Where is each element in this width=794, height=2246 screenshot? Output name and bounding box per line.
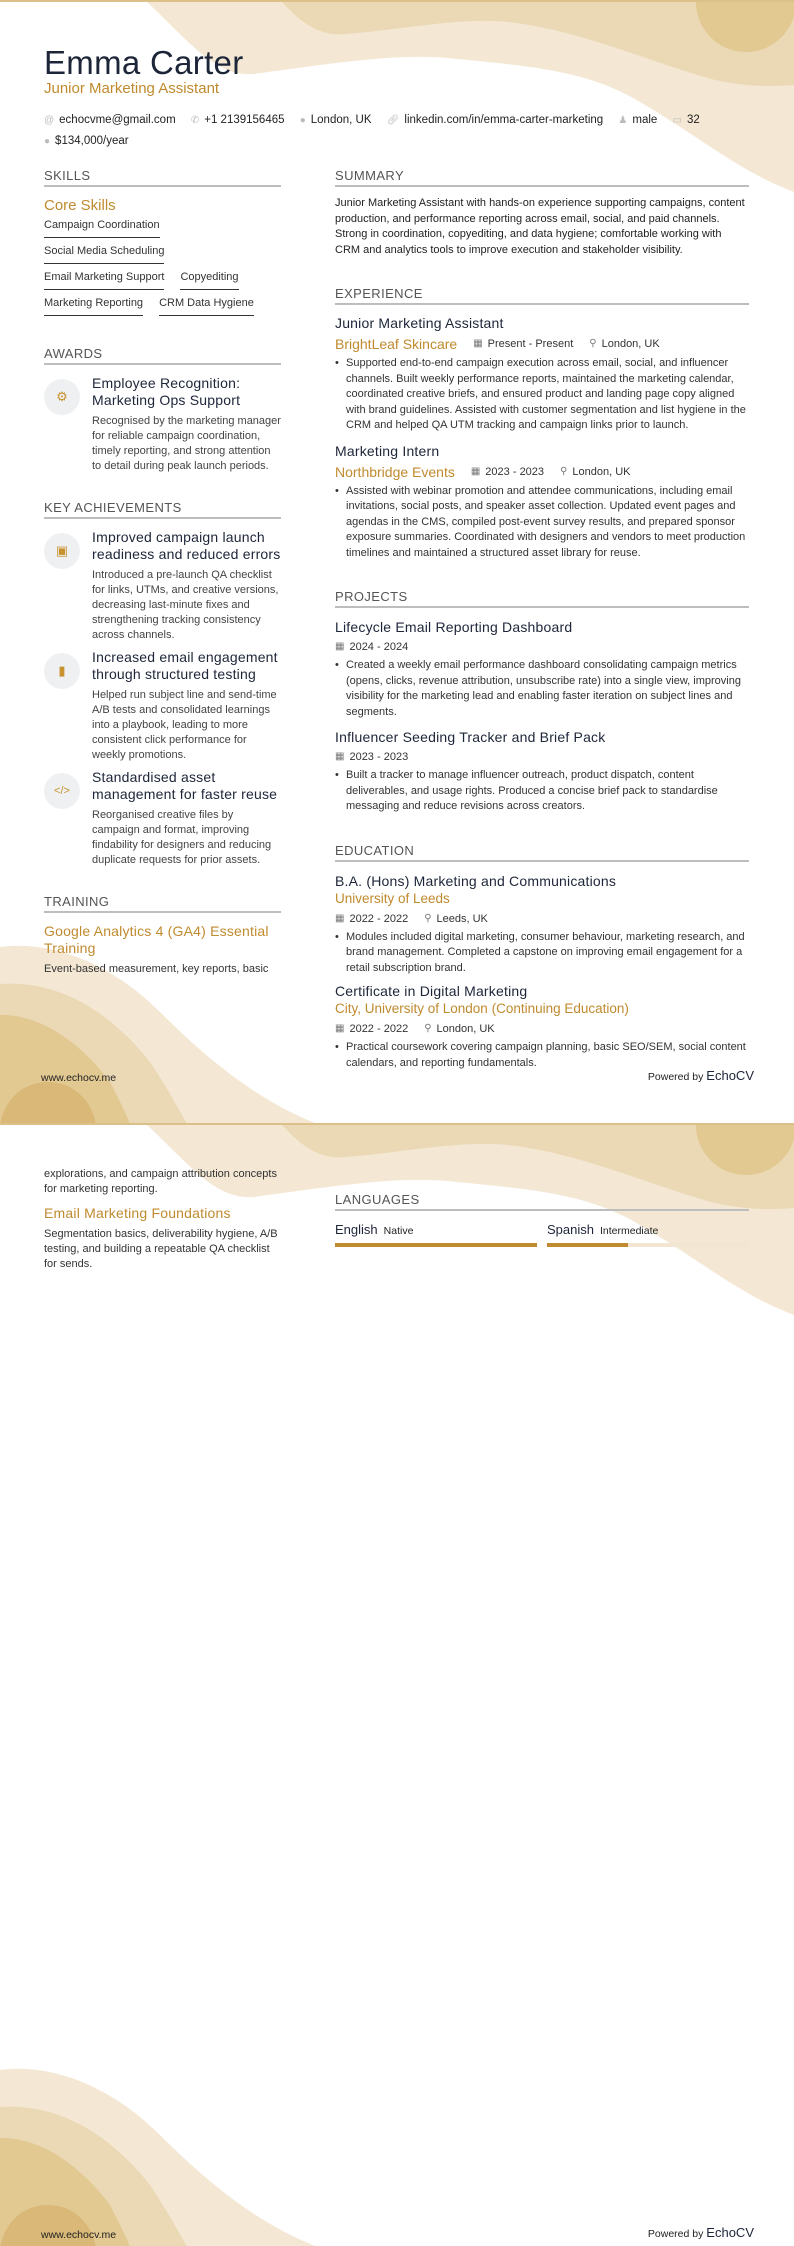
contact-location: ● London, UK bbox=[300, 110, 372, 131]
chip-icon: ▣ bbox=[44, 533, 80, 569]
job-title: Marketing Intern bbox=[335, 442, 440, 459]
education-bullet: Modules included digital marketing, consumer behaviour, marketing research, and brand management. Completed a capstone on improving email engagement for a retail subscription brand. bbox=[346, 930, 745, 974]
training-description: Segmentation basics, deliverability hygiene, A/B testing, and building a repeatable QA checklist for sends. bbox=[44, 1228, 278, 1270]
training-title: Email Marketing Foundations bbox=[44, 1205, 231, 1221]
brand-logo: EchoCV bbox=[706, 1068, 754, 1083]
contact-phone[interactable]: ✆ +1 2139156465 bbox=[191, 110, 285, 131]
job-bullet: Assisted with webinar promotion and attendee communications, including email invitations, social posts, and speaker asset collection. Updated event pages and agendas in the CMS, compiled post-event survey results, and prepared sponsor exposure summaries. Coordinated with designers and vendors to meet production timelines and maintained a structured asset library for reuse. bbox=[346, 484, 746, 559]
skill-tag: Email Marketing Support bbox=[44, 268, 164, 290]
training-description: explorations, and campaign attribution concepts for marketing reporting. bbox=[44, 1168, 277, 1195]
footer-powered-by: Powered by EchoCV bbox=[647, 1068, 754, 1083]
school-name: University of Leeds bbox=[335, 890, 450, 906]
skill-tag: Marketing Reporting bbox=[44, 294, 143, 316]
section-heading: AWARDS bbox=[44, 346, 281, 365]
school-name: City, University of London (Continuing Education) bbox=[335, 1001, 629, 1016]
location-icon: ⚲ bbox=[560, 465, 568, 477]
dollar-icon: ● bbox=[44, 136, 51, 147]
experience-section bbox=[335, 286, 749, 561]
section-heading: SKILLS bbox=[44, 168, 281, 187]
award-description: Recognised by the marketing manager for reliable campaign coordination, timely reporting, and strong attention to detail during peak launch periods. bbox=[92, 415, 281, 472]
award-title: Employee Recognition: Marketing Ops Support bbox=[92, 375, 241, 408]
achievement-title: Standardised asset management for faster reuse bbox=[92, 769, 278, 802]
language-item bbox=[547, 1221, 749, 1247]
contact-salary: ● $134,000/year bbox=[44, 131, 129, 152]
contact-linkedin[interactable]: 🔗︎ linkedin.com/in/emma-carter-marketing bbox=[387, 110, 603, 131]
contact-age: ▭ 32 bbox=[673, 110, 700, 131]
location-icon: ⚲ bbox=[589, 338, 597, 349]
job-bullet: Supported end-to-end campaign execution across email, social, and influencer channels. Built weekly performance reports, maintained the marketing calendar, coordinated creative briefs, and ensured product and landing page copy aligned with brand guidelines. Assisted with customer segmentation and list hygiene in the CRM and helped QA UTM tracking and campaign links prior to launch. bbox=[346, 357, 746, 431]
candidate-name: Emma Carter bbox=[44, 44, 244, 81]
email-icon: @ bbox=[44, 115, 55, 126]
project-bullet: Built a tracker to manage influencer outreach, product dispatch, content deliverables, and usage rights. Produced a concise brief pack to standardise messaging and reduce revisions across creators. bbox=[346, 769, 718, 812]
footer-website[interactable]: www.echocv.me bbox=[41, 1072, 117, 1084]
achievements-section bbox=[44, 500, 281, 868]
code-icon: </> bbox=[44, 773, 80, 809]
achievement-item bbox=[44, 649, 281, 763]
decorative-waves bbox=[0, 1125, 794, 2246]
project-bullet: Created a weekly email performance dashboard consolidating campaign metrics (opens, clicks, revenue attribution, unsubscribe rate) into a single view, improving visibility for the marketing lead and enabling faster iteration on subject lines and segments. bbox=[346, 659, 741, 718]
section-heading: LANGUAGES bbox=[335, 1192, 749, 1211]
project-item: Lifecycle Email Reporting Dashboard ▦ 2024 - 2024 • Created a weekly email performance dashboard consolidating campaign metrics (opens, clicks, revenue attribution, unsubscribe rate) into a single view, improving visibility for the marketing lead and enabling faster iteration on subject lines and segments. bbox=[335, 618, 749, 720]
candidate-title: Junior Marketing Assistant bbox=[44, 80, 220, 97]
degree: Certificate in Digital Marketing bbox=[335, 983, 528, 999]
calendar-icon: ▦ bbox=[335, 641, 345, 652]
degree: B.A. (Hons) Marketing and Communications bbox=[335, 872, 617, 889]
company-name: Northbridge Events bbox=[335, 463, 455, 480]
languages-section bbox=[335, 1192, 749, 1247]
achievement-description: Introduced a pre-launch QA checklist for links, UTMs, and creative versions, decreasing last-minute fixes and strengthening tracking consistency across channels. bbox=[92, 569, 279, 641]
proficiency-bar bbox=[335, 1243, 537, 1247]
contact-gender: ♟ male bbox=[618, 110, 657, 131]
language-name: Spanish bbox=[547, 1222, 594, 1237]
job-title: Junior Marketing Assistant bbox=[335, 315, 504, 331]
project-item: Influencer Seeding Tracker and Brief Pack ▦ 2023 - 2023 • Built a tracker to manage influencer outreach, product dispatch, content deliverables, and usage rights. Produced a concise brief pack to standardise messaging and reduce revisions across creators. bbox=[335, 728, 749, 815]
achievement-description: Reorganised creative files by campaign and format, improving findability for designers and reducing duplicate requests for prior assets. bbox=[92, 809, 272, 866]
section-heading: EXPERIENCE bbox=[335, 286, 749, 305]
location-icon: ● bbox=[299, 115, 306, 126]
phone-icon: ✆ bbox=[190, 115, 200, 126]
education-section bbox=[335, 843, 749, 1072]
company-name: BrightLeaf Skincare bbox=[335, 336, 458, 352]
user-icon: ♟ bbox=[618, 115, 628, 126]
location-icon: ⚲ bbox=[424, 912, 432, 924]
language-name: English bbox=[335, 1222, 378, 1237]
footer-website[interactable]: www.echocv.me bbox=[41, 2229, 117, 2241]
project-title: Lifecycle Email Reporting Dashboard bbox=[335, 619, 573, 635]
education-item: Certificate in Digital Marketing City, University of London (Continuing Education) ▦ 2022 - 2022 ⚲ London, UK • Practical coursework covering campaign planning, basic SEO/SEM, social content calendars, and reporting fundamentals. bbox=[335, 982, 749, 1071]
training-description: Event-based measurement, key reports, basic bbox=[44, 963, 269, 975]
skill-tag: Campaign Coordination bbox=[44, 216, 160, 238]
calendar-icon: ▦ bbox=[335, 1023, 345, 1034]
project-title: Influencer Seeding Tracker and Brief Pack bbox=[335, 729, 606, 745]
proficiency-fill bbox=[547, 1243, 628, 1247]
footer-powered-by: Powered by EchoCV bbox=[647, 2225, 754, 2240]
skill-list bbox=[44, 216, 281, 320]
contact-email[interactable]: @ echocvme@gmail.com bbox=[44, 110, 176, 131]
projects-section bbox=[335, 589, 749, 815]
left-column bbox=[44, 168, 281, 977]
language-level: Native bbox=[383, 1225, 414, 1237]
right-column bbox=[335, 168, 749, 1071]
skill-tag: Copyediting bbox=[180, 268, 238, 290]
skill-tag: Social Media Scheduling bbox=[44, 242, 164, 264]
section-heading: PROJECTS bbox=[335, 589, 749, 608]
resume-page-2 bbox=[0, 1123, 794, 2246]
calendar-icon: ▭ bbox=[672, 115, 682, 126]
training-section bbox=[44, 894, 281, 977]
awards-section bbox=[44, 346, 281, 474]
achievement-title: Improved campaign launch readiness and reduced errors bbox=[92, 529, 281, 562]
contact-info bbox=[44, 110, 764, 152]
skill-group-title: Core Skills bbox=[44, 197, 116, 214]
skill-tag: CRM Data Hygiene bbox=[159, 294, 254, 316]
experience-item: Junior Marketing Assistant BrightLeaf Skincare ▦ Present - Present ⚲ London, UK • Supported end-to-end campaign execution across email, social, and influencer channels. Built weekly performance reports, maintained the marketing calendar, coordinated creative briefs, and ensured product and landing page copy aligned with brand guidelines. Assisted with customer segmentation and list hygiene in the CRM and helped QA UTM tracking and campaign links prior to launch. bbox=[335, 314, 749, 434]
achievement-item bbox=[44, 769, 281, 868]
section-heading: SUMMARY bbox=[335, 168, 749, 187]
achievement-description: Helped run subject line and send-time A/B tests and consolidated learnings into a playbook, leading to more consistent click performance for weekly promotions. bbox=[92, 689, 277, 761]
location-icon: ⚲ bbox=[424, 1023, 432, 1034]
training-section-continued bbox=[44, 1167, 281, 1272]
calendar-icon: ▦ bbox=[335, 912, 345, 924]
file-icon: ▮ bbox=[44, 653, 80, 689]
achievement-title: Increased email engagement through structured testing bbox=[92, 649, 278, 682]
section-heading: EDUCATION bbox=[335, 843, 749, 862]
link-icon: 🔗︎ bbox=[386, 115, 400, 126]
section-heading: TRAINING bbox=[44, 894, 281, 913]
experience-item: Marketing Intern Northbridge Events ▦ 2023 - 2023 ⚲ London, UK • Assisted with webinar promotion and attendee communications, including email invitations, social posts, and speaker asset collection. Updated event pages and agendas in the CMS, compiled post-event survey results, and prepared sponsor exposure summaries. Coordinated with designers and vendors to meet production timelines and maintained a structured asset library for reuse. bbox=[335, 442, 749, 562]
calendar-icon: ▦ bbox=[335, 751, 345, 762]
calendar-icon: ▦ bbox=[470, 465, 481, 477]
brand-logo: EchoCV bbox=[706, 2225, 754, 2240]
summary-text: Junior Marketing Assistant with hands-on experience supporting campaigns, content production, and performance reporting across email, social, and paid channels. Strong in coordination, copyediting, and data hygiene; comfortable working with CRM and analytics tools to improve execution and stakeholder visibility. bbox=[335, 197, 745, 256]
calendar-icon: ▦ bbox=[473, 338, 483, 349]
award-item bbox=[44, 375, 281, 474]
skills-section bbox=[44, 168, 281, 320]
language-level: Intermediate bbox=[599, 1225, 659, 1237]
language-item bbox=[335, 1221, 537, 1247]
proficiency-bar bbox=[547, 1243, 749, 1247]
summary-section bbox=[335, 168, 749, 258]
proficiency-fill bbox=[335, 1243, 537, 1247]
section-heading: KEY ACHIEVEMENTS bbox=[44, 500, 281, 519]
education-item: B.A. (Hons) Marketing and Communications University of Leeds ▦ 2022 - 2022 ⚲ Leeds, UK • Modules included digital marketing, consumer behaviour, marketing research, and brand management. Completed a capstone on improving email engagement for a retail subscription brand. bbox=[335, 872, 749, 977]
education-bullet: Practical coursework covering campaign planning, basic SEO/SEM, social content calendars, and reporting fundamentals. bbox=[346, 1041, 746, 1069]
training-title: Google Analytics 4 (GA4) Essential Training bbox=[44, 923, 269, 956]
achievement-item bbox=[44, 529, 281, 643]
gear-icon: ⚙ bbox=[44, 379, 80, 415]
